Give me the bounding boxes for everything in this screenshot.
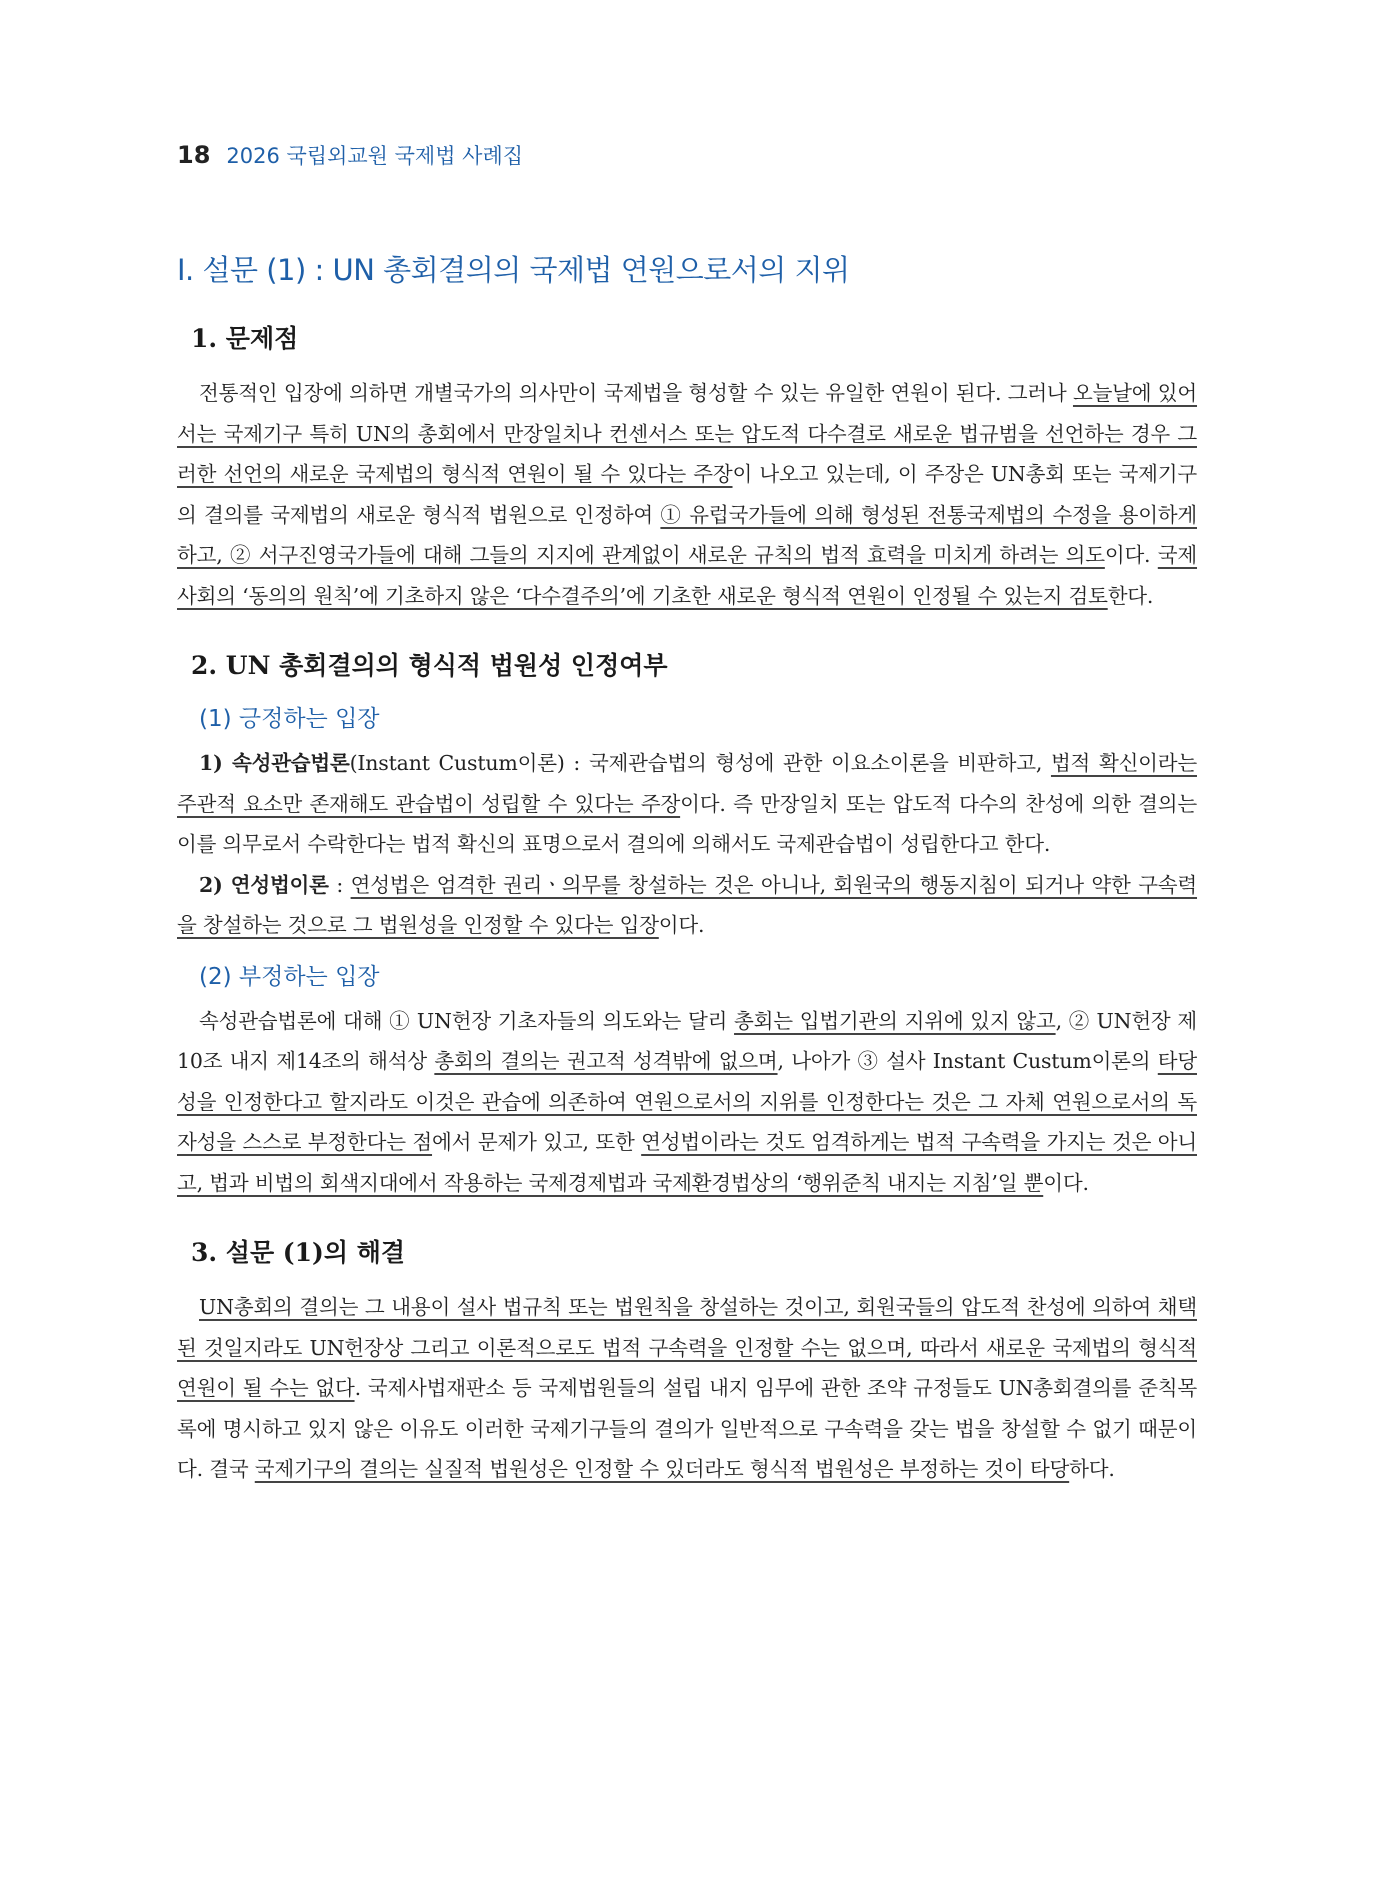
underlined-text: 타당성을 인정한다고 할지라도 이것은 관습에 의존하여 연원으로서의 지위를 인정한다는 것은 그 자체 연원으로서의 독자성을 스스로 부정한다는 점 (177, 1049, 1197, 1154)
section-heading-problem: 1. 문제점 (191, 324, 299, 353)
book-title: 2026 국립외교원 국제법 사례집 (226, 144, 524, 168)
text-span: 이다. (658, 913, 705, 937)
text-span: 이다. (1043, 1170, 1089, 1195)
text-span: 이다. 즉 만장일치 또는 압도적 다수의 찬성에 의한 결의는 이를 의무로서 수락한다는 법적 확신의 표명으로서 결의에 의해서도 국제관습법이 성립한다고 한다. (177, 791, 1197, 856)
underlined-text: 연성법은 엄격한 권리ㆍ의무를 창설하는 것은 아니나, 회원국의 행동지침이 되거나 약한 구속력을 창설하는 것으로 그 법원성을 인정할 수 있다는 입장 (177, 872, 1198, 937)
affirmative-item-instant-custom (177, 743, 1197, 865)
item-label: 2) 연성법이론 (199, 872, 329, 897)
page-number: 18 (177, 141, 211, 169)
text-span: : (328, 872, 351, 897)
underlined-text: 국제기구의 결의는 실질적 법원성은 인정할 수 있더라도 형식적 법원성은 부정하는 것이 타당 (254, 1457, 1070, 1481)
underlined-text: 국제사회의 ‘동의의 원칙’에 기초하지 않은 ‘다수결주의’에 기초한 새로운 형식적 연원이 인정될 수 있는지 검토 (177, 543, 1198, 608)
page-header (177, 140, 523, 170)
underlined-text: UN총회의 결의는 그 내용이 설사 법규칙 또는 법원칙을 창설하는 것이고, 회원국들의 압도적 찬성에 의하여 채택된 것일지라도 UN헌장상 그리고 이론적으로도 법적 구속력을 인정할 수는 없으며, 따라서 새로운 국제법의 형식적 연원이 될 수는 없다 (177, 1295, 1197, 1400)
underlined-text: 총회는 입법기관의 지위에 있지 않고 (734, 1008, 1056, 1033)
section-heading-formal-source: 2. UN 총회결의의 형식적 법원성 인정여부 (191, 651, 668, 680)
section-heading-resolution: 3. 설문 (1)의 해결 (191, 1238, 406, 1267)
text-span: , ② UN헌장 제10조 내지 제14조의 해석상 (177, 1008, 1198, 1073)
affirmative-item-soft-law (177, 865, 1197, 946)
text-span: 전통적인 입장에 의하면 개별국가의 의사만이 국제법을 형성할 수 있는 유일한 연원이 된다. 그러나 (199, 381, 1073, 405)
text-span: 이 나오고 있는데, 이 주장은 UN총회 또는 국제기구의 결의를 국제법의 새로운 형식적 법원으로 인정하여 (177, 462, 1197, 527)
text-span: . 국제사법재판소 등 국제법원들의 설립 내지 임무에 관한 조약 규정들도 UN총회결의를 준칙목록에 명시하고 있지 않은 이유도 이러한 국제기구들의 결의가 일반적으로 구속력을 갖는 법을 창설할 수 없기 때문이다. 결국 (177, 1376, 1198, 1481)
main-content (177, 248, 1197, 1490)
text-span: 속성관습법론에 대해 ① UN헌장 기초자들의 의도와는 달리 (199, 1008, 735, 1033)
text-span: 하다. (1069, 1457, 1115, 1481)
item-label: 1) 속성관습법론 (199, 751, 350, 775)
underlined-text: ① 유럽국가들에 의해 형성된 전통국제법의 수정을 용이하게 하고, ② 서구진영국가들에 대해 그들의 지지에 관계없이 새로운 규칙의 법적 효력을 미치게 하려는 의도 (177, 502, 1197, 567)
underlined-text: 오늘날에 있어서는 국제기구 특히 UN의 총회에서 만장일치나 컨센서스 또는 압도적 다수결로 새로운 법규범을 선언하는 경우 그러한 선언의 새로운 국제법의 형식적 연원이 될 수 있다는 주장 (177, 381, 1198, 486)
chapter-title: Ⅰ. 설문 (1) : UN 총회결의의 국제법 연원으로서의 지위 (177, 253, 850, 287)
subsection-heading-affirmative: (1) 긍정하는 입장 (199, 706, 380, 732)
underlined-text: 연성법이라는 것도 엄격하게는 법적 구속력을 가지는 것은 아니고, 법과 비법의 회색지대에서 작용하는 국제경제법과 국제환경법상의 ‘행위준칙 내지는 지침’일 뿐 (177, 1130, 1197, 1195)
text-span: 이다. (1104, 543, 1158, 567)
negative-paragraph (177, 1001, 1197, 1204)
text-span: 에서 문제가 있고, 또한 (432, 1130, 642, 1154)
subsection-heading-negative: (2) 부정하는 입장 (199, 963, 380, 990)
text-span: (Instant Custum이론) : 국제관습법의 형성에 관한 이요소이론을 비판하고, (349, 751, 1051, 775)
resolution-paragraph (177, 1287, 1197, 1490)
underlined-text: 총회의 결의는 권고적 성격밖에 없으며 (434, 1049, 778, 1073)
text-span: 한다. (1107, 583, 1154, 608)
text-span: , 나아가 ③ 설사 Instant Custum이론의 (777, 1049, 1158, 1073)
section-problem-paragraph (177, 373, 1197, 616)
underlined-text: 법적 확신이라는 주관적 요소만 존재해도 관습법이 성립할 수 있다는 주장 (177, 751, 1197, 816)
